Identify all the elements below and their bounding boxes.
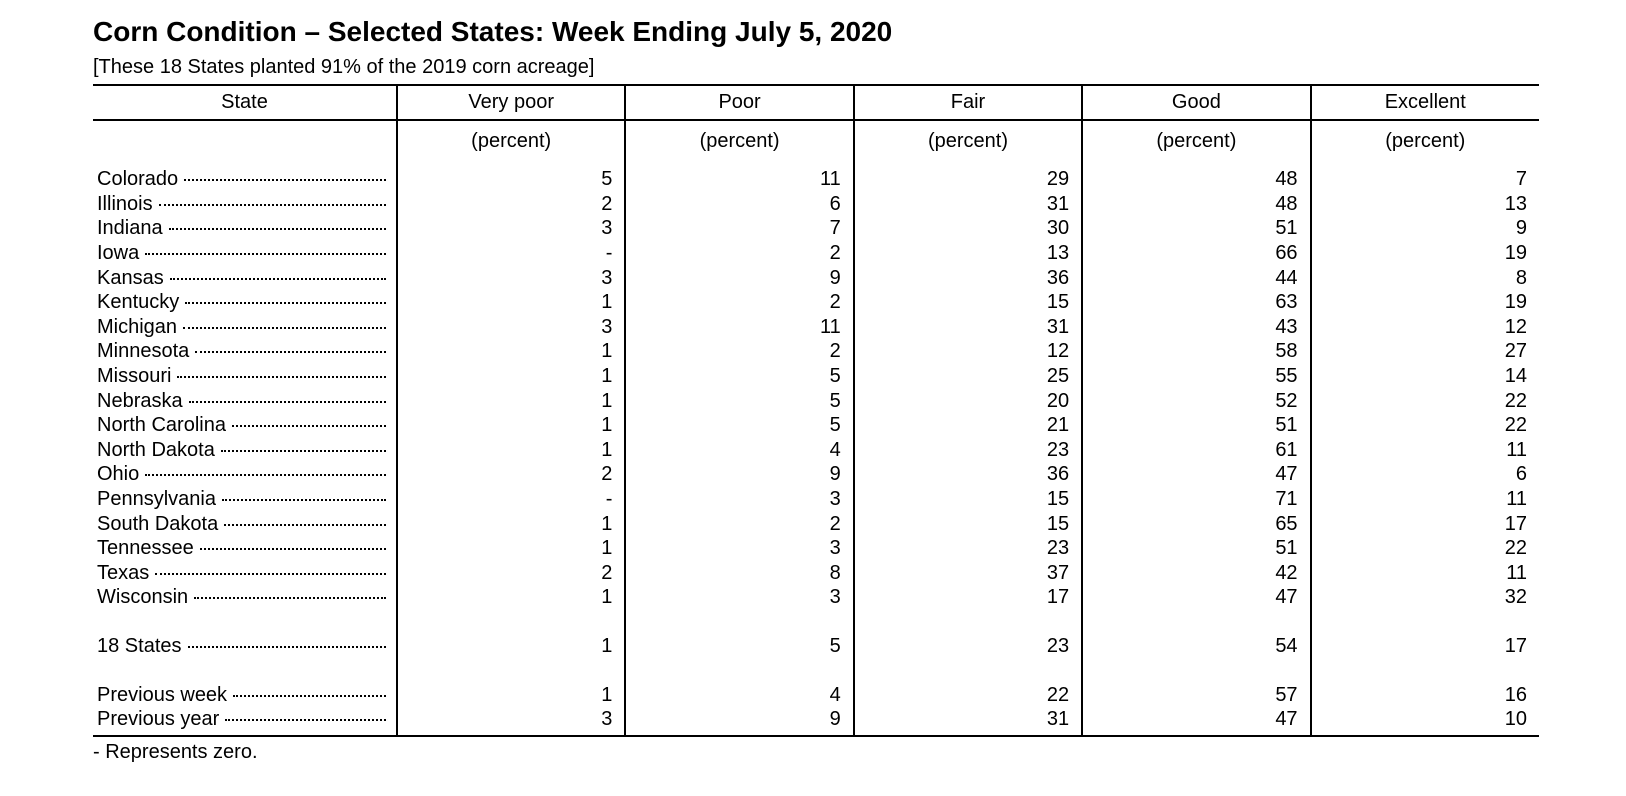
value-cell: 32 bbox=[1504, 586, 1527, 609]
state-label-cell bbox=[93, 315, 397, 340]
dot-leader bbox=[225, 719, 386, 721]
value-cell: 54 bbox=[1082, 634, 1310, 659]
units-cell: (percent) bbox=[854, 120, 1082, 161]
row-label bbox=[93, 585, 396, 609]
comparison-row bbox=[93, 707, 1539, 732]
value-cell: 11 bbox=[625, 167, 853, 192]
dot-leader bbox=[232, 425, 386, 427]
value-cell: 44 bbox=[1082, 265, 1310, 290]
spacer-cell bbox=[397, 658, 625, 682]
value-cell: 48 bbox=[1082, 167, 1310, 192]
value-cell: 8 bbox=[1515, 266, 1527, 289]
value-cell: 5 bbox=[397, 167, 625, 192]
value-cell: 17 bbox=[1504, 634, 1527, 657]
value-cell: 37 bbox=[854, 561, 1082, 586]
state-label-cell bbox=[93, 388, 397, 413]
units-cell: (percent) bbox=[625, 120, 853, 161]
value-cell: 10 bbox=[1504, 708, 1527, 731]
row-label bbox=[93, 634, 396, 658]
value-cell: 2 bbox=[397, 192, 625, 217]
value-cell: 2 bbox=[625, 290, 853, 315]
state-name: Minnesota bbox=[97, 340, 190, 363]
value-cell: 3 bbox=[625, 487, 853, 512]
value-cell: 31 bbox=[854, 315, 1082, 340]
row-label bbox=[93, 290, 396, 314]
column-header-excellent: Excellent bbox=[1311, 85, 1539, 120]
state-label-cell bbox=[93, 192, 397, 217]
value-cell: 36 bbox=[854, 462, 1082, 487]
dot-leader bbox=[159, 204, 386, 206]
value-cell: 7 bbox=[625, 216, 853, 241]
dot-leader bbox=[221, 450, 386, 452]
value-cell: 1 bbox=[397, 364, 625, 389]
table-row bbox=[93, 438, 1539, 463]
value-cell: 1 bbox=[397, 634, 625, 659]
value-cell: 42 bbox=[1082, 561, 1310, 586]
footnote: - Represents zero. bbox=[93, 741, 258, 763]
value-cell: 5 bbox=[625, 364, 853, 389]
table-row bbox=[93, 265, 1539, 290]
value-cell: 3 bbox=[625, 536, 853, 561]
state-label-cell bbox=[93, 682, 397, 707]
units-cell: (percent) bbox=[1385, 129, 1466, 152]
state-name: Illinois bbox=[97, 192, 153, 215]
column-header-state: State bbox=[93, 85, 397, 120]
row-label bbox=[93, 487, 396, 511]
page-subtitle: [These 18 States planted 91% of the 2019 corn acreage] bbox=[93, 56, 595, 78]
dot-leader bbox=[189, 401, 386, 403]
spacer-cell bbox=[854, 610, 1082, 634]
value-cell: 22 bbox=[854, 682, 1082, 707]
dot-leader bbox=[177, 376, 386, 378]
value-cell: 61 bbox=[1082, 438, 1310, 463]
spacer-cell bbox=[625, 658, 853, 682]
value-cell: 3 bbox=[397, 707, 625, 732]
spacer-row bbox=[93, 658, 1539, 682]
spacer-cell bbox=[854, 658, 1082, 682]
value-cell: 2 bbox=[397, 561, 625, 586]
units-row bbox=[93, 120, 1539, 161]
value-cell: 43 bbox=[1082, 315, 1310, 340]
dot-leader bbox=[194, 597, 386, 599]
state-label-cell bbox=[93, 462, 397, 487]
state-label-cell bbox=[93, 487, 397, 512]
units-cell-state bbox=[93, 120, 397, 161]
value-cell: 22 bbox=[1504, 537, 1527, 560]
value-cell: 29 bbox=[854, 167, 1082, 192]
dot-leader bbox=[170, 278, 386, 280]
row-label bbox=[93, 192, 396, 216]
state-label-cell bbox=[93, 364, 397, 389]
dot-leader bbox=[183, 327, 386, 329]
value-cell: 47 bbox=[1082, 585, 1310, 610]
row-label bbox=[93, 241, 396, 265]
value-cell: 2 bbox=[397, 462, 625, 487]
state-name: Ohio bbox=[97, 463, 140, 486]
value-cell: 12 bbox=[854, 339, 1082, 364]
value-cell: 17 bbox=[854, 585, 1082, 610]
state-name: Kansas bbox=[97, 266, 164, 289]
state-label-cell bbox=[93, 265, 397, 290]
value-cell: 16 bbox=[1504, 683, 1527, 706]
state-name: Colorado bbox=[97, 168, 179, 191]
value-cell: 25 bbox=[854, 364, 1082, 389]
dot-leader bbox=[169, 228, 386, 230]
spacer-cell bbox=[1311, 731, 1539, 736]
value-cell: 15 bbox=[854, 290, 1082, 315]
value-cell: 1 bbox=[397, 682, 625, 707]
value-cell: 66 bbox=[1082, 241, 1310, 266]
value-cell: 21 bbox=[854, 413, 1082, 438]
value-cell: 23 bbox=[854, 536, 1082, 561]
spacer-cell bbox=[1311, 610, 1539, 634]
value-cell: 3 bbox=[397, 216, 625, 241]
table-row bbox=[93, 339, 1539, 364]
table-row bbox=[93, 192, 1539, 217]
state-name: Missouri bbox=[97, 365, 172, 388]
value-cell: 47 bbox=[1082, 462, 1310, 487]
row-label bbox=[93, 462, 396, 486]
value-cell: 51 bbox=[1082, 413, 1310, 438]
value-cell: - bbox=[397, 487, 625, 512]
value-cell: 1 bbox=[397, 536, 625, 561]
value-cell: 55 bbox=[1082, 364, 1310, 389]
row-label bbox=[93, 389, 396, 413]
value-cell: 2 bbox=[625, 339, 853, 364]
table-row bbox=[93, 290, 1539, 315]
state-name: Previous week bbox=[97, 683, 228, 706]
value-cell: 58 bbox=[1082, 339, 1310, 364]
spacer-cell bbox=[625, 610, 853, 634]
value-cell: 12 bbox=[1504, 315, 1527, 338]
column-header-poor: Poor bbox=[625, 85, 853, 120]
spacer-row bbox=[93, 731, 1539, 736]
value-cell: 8 bbox=[625, 561, 853, 586]
row-label bbox=[93, 413, 396, 437]
page-title: Corn Condition – Selected States: Week Ending July 5, 2020 bbox=[93, 16, 893, 47]
state-name: Indiana bbox=[97, 217, 163, 240]
dot-leader bbox=[145, 253, 386, 255]
corn-condition-table bbox=[93, 84, 1539, 737]
column-header-fair: Fair bbox=[854, 85, 1082, 120]
state-name: Wisconsin bbox=[97, 586, 189, 609]
value-cell: 11 bbox=[1506, 561, 1527, 584]
value-cell: 3 bbox=[397, 315, 625, 340]
spacer-cell bbox=[1082, 610, 1310, 634]
state-name: Pennsylvania bbox=[97, 488, 216, 511]
value-cell: 71 bbox=[1082, 487, 1310, 512]
value-cell: 4 bbox=[625, 438, 853, 463]
dot-leader bbox=[185, 302, 386, 304]
state-name: Iowa bbox=[97, 242, 140, 265]
spacer-cell bbox=[397, 731, 625, 736]
value-cell: 9 bbox=[1515, 217, 1527, 240]
value-cell: 57 bbox=[1082, 682, 1310, 707]
comparison-row bbox=[93, 682, 1539, 707]
state-label-cell bbox=[93, 290, 397, 315]
dot-leader bbox=[224, 524, 386, 526]
spacer-cell bbox=[1311, 658, 1539, 682]
value-cell: 3 bbox=[397, 265, 625, 290]
value-cell: 65 bbox=[1082, 511, 1310, 536]
total-row bbox=[93, 634, 1539, 659]
value-cell: 51 bbox=[1082, 216, 1310, 241]
state-label-cell bbox=[93, 511, 397, 536]
state-label-cell bbox=[93, 536, 397, 561]
value-cell: 11 bbox=[1506, 488, 1527, 511]
table-row bbox=[93, 216, 1539, 241]
row-label bbox=[93, 364, 396, 388]
value-cell: 22 bbox=[1504, 389, 1527, 412]
table-row bbox=[93, 585, 1539, 610]
spacer-row bbox=[93, 610, 1539, 634]
spacer-cell bbox=[93, 731, 397, 736]
state-name: Texas bbox=[97, 561, 150, 584]
state-name: North Dakota bbox=[97, 438, 215, 461]
column-header-good: Good bbox=[1082, 85, 1310, 120]
spacer-cell bbox=[854, 731, 1082, 736]
column-header-row bbox=[93, 85, 1539, 120]
value-cell: 19 bbox=[1504, 242, 1527, 265]
value-cell: 3 bbox=[625, 585, 853, 610]
value-cell: 6 bbox=[1515, 463, 1527, 486]
state-label-cell bbox=[93, 561, 397, 586]
value-cell: 30 bbox=[854, 216, 1082, 241]
value-cell: 7 bbox=[1515, 168, 1527, 191]
value-cell: - bbox=[397, 241, 625, 266]
table-row bbox=[93, 462, 1539, 487]
value-cell: 15 bbox=[854, 511, 1082, 536]
value-cell: 14 bbox=[1504, 365, 1527, 388]
value-cell: 5 bbox=[625, 388, 853, 413]
row-label bbox=[93, 167, 396, 191]
value-cell: 1 bbox=[397, 413, 625, 438]
dot-leader bbox=[222, 499, 386, 501]
value-cell: 2 bbox=[625, 241, 853, 266]
value-cell: 23 bbox=[854, 634, 1082, 659]
row-label bbox=[93, 707, 396, 731]
value-cell: 1 bbox=[397, 339, 625, 364]
state-label-cell bbox=[93, 438, 397, 463]
dot-leader bbox=[145, 474, 386, 476]
value-cell: 13 bbox=[854, 241, 1082, 266]
row-label bbox=[93, 266, 396, 290]
row-label bbox=[93, 536, 396, 560]
value-cell: 6 bbox=[625, 192, 853, 217]
spacer-cell bbox=[93, 658, 397, 682]
table-row bbox=[93, 241, 1539, 266]
value-cell: 36 bbox=[854, 265, 1082, 290]
table-row bbox=[93, 315, 1539, 340]
state-label-cell bbox=[93, 413, 397, 438]
value-cell: 1 bbox=[397, 290, 625, 315]
table-row bbox=[93, 167, 1539, 192]
value-cell: 13 bbox=[1504, 192, 1527, 215]
row-label bbox=[93, 683, 396, 707]
state-name: Nebraska bbox=[97, 389, 183, 412]
state-label-cell bbox=[93, 339, 397, 364]
value-cell: 51 bbox=[1082, 536, 1310, 561]
value-cell: 1 bbox=[397, 438, 625, 463]
state-name: South Dakota bbox=[97, 512, 219, 535]
value-cell: 52 bbox=[1082, 388, 1310, 413]
spacer-cell bbox=[625, 731, 853, 736]
state-name: North Carolina bbox=[97, 414, 226, 437]
value-cell: 15 bbox=[854, 487, 1082, 512]
state-label-cell bbox=[93, 585, 397, 610]
row-label bbox=[93, 216, 396, 240]
value-cell: 20 bbox=[854, 388, 1082, 413]
state-name: Tennessee bbox=[97, 537, 194, 560]
dot-leader bbox=[188, 646, 386, 648]
dot-leader bbox=[195, 351, 386, 353]
table-row bbox=[93, 487, 1539, 512]
value-cell: 11 bbox=[1506, 438, 1527, 461]
value-cell: 9 bbox=[625, 265, 853, 290]
row-label bbox=[93, 512, 396, 536]
table-row bbox=[93, 364, 1539, 389]
row-label bbox=[93, 315, 396, 339]
dot-leader bbox=[200, 548, 386, 550]
spacer-cell bbox=[397, 610, 625, 634]
dot-leader bbox=[184, 179, 386, 181]
value-cell: 1 bbox=[397, 388, 625, 413]
state-label-cell bbox=[93, 634, 397, 659]
value-cell: 63 bbox=[1082, 290, 1310, 315]
state-name: Kentucky bbox=[97, 291, 180, 314]
value-cell: 9 bbox=[625, 707, 853, 732]
table-row bbox=[93, 388, 1539, 413]
table-row bbox=[93, 413, 1539, 438]
value-cell: 27 bbox=[1504, 340, 1527, 363]
value-cell: 17 bbox=[1504, 512, 1527, 535]
table-row bbox=[93, 536, 1539, 561]
state-name: Previous year bbox=[97, 708, 220, 731]
value-cell: 31 bbox=[854, 707, 1082, 732]
value-cell: 9 bbox=[625, 462, 853, 487]
value-cell: 23 bbox=[854, 438, 1082, 463]
spacer-cell bbox=[1082, 731, 1310, 736]
value-cell: 5 bbox=[625, 634, 853, 659]
value-cell: 48 bbox=[1082, 192, 1310, 217]
spacer-cell bbox=[93, 610, 397, 634]
column-header-very-poor: Very poor bbox=[397, 85, 625, 120]
value-cell: 47 bbox=[1082, 707, 1310, 732]
units-cell: (percent) bbox=[1082, 120, 1310, 161]
table-row bbox=[93, 561, 1539, 586]
spacer-cell bbox=[1082, 658, 1310, 682]
row-label bbox=[93, 339, 396, 363]
row-label bbox=[93, 438, 396, 462]
state-label-cell bbox=[93, 707, 397, 732]
dot-leader bbox=[155, 573, 386, 575]
value-cell: 11 bbox=[625, 315, 853, 340]
value-cell: 1 bbox=[397, 585, 625, 610]
state-label-cell bbox=[93, 167, 397, 192]
value-cell: 31 bbox=[854, 192, 1082, 217]
state-label-cell bbox=[93, 216, 397, 241]
value-cell: 19 bbox=[1504, 291, 1527, 314]
row-label bbox=[93, 561, 396, 585]
dot-leader bbox=[233, 695, 386, 697]
value-cell: 2 bbox=[625, 511, 853, 536]
value-cell: 22 bbox=[1504, 414, 1527, 437]
value-cell: 1 bbox=[397, 511, 625, 536]
value-cell: 4 bbox=[625, 682, 853, 707]
state-name: Michigan bbox=[97, 315, 178, 338]
state-name: 18 States bbox=[97, 634, 182, 657]
value-cell: 5 bbox=[625, 413, 853, 438]
units-cell: (percent) bbox=[397, 120, 625, 161]
table-row bbox=[93, 511, 1539, 536]
state-label-cell bbox=[93, 241, 397, 266]
